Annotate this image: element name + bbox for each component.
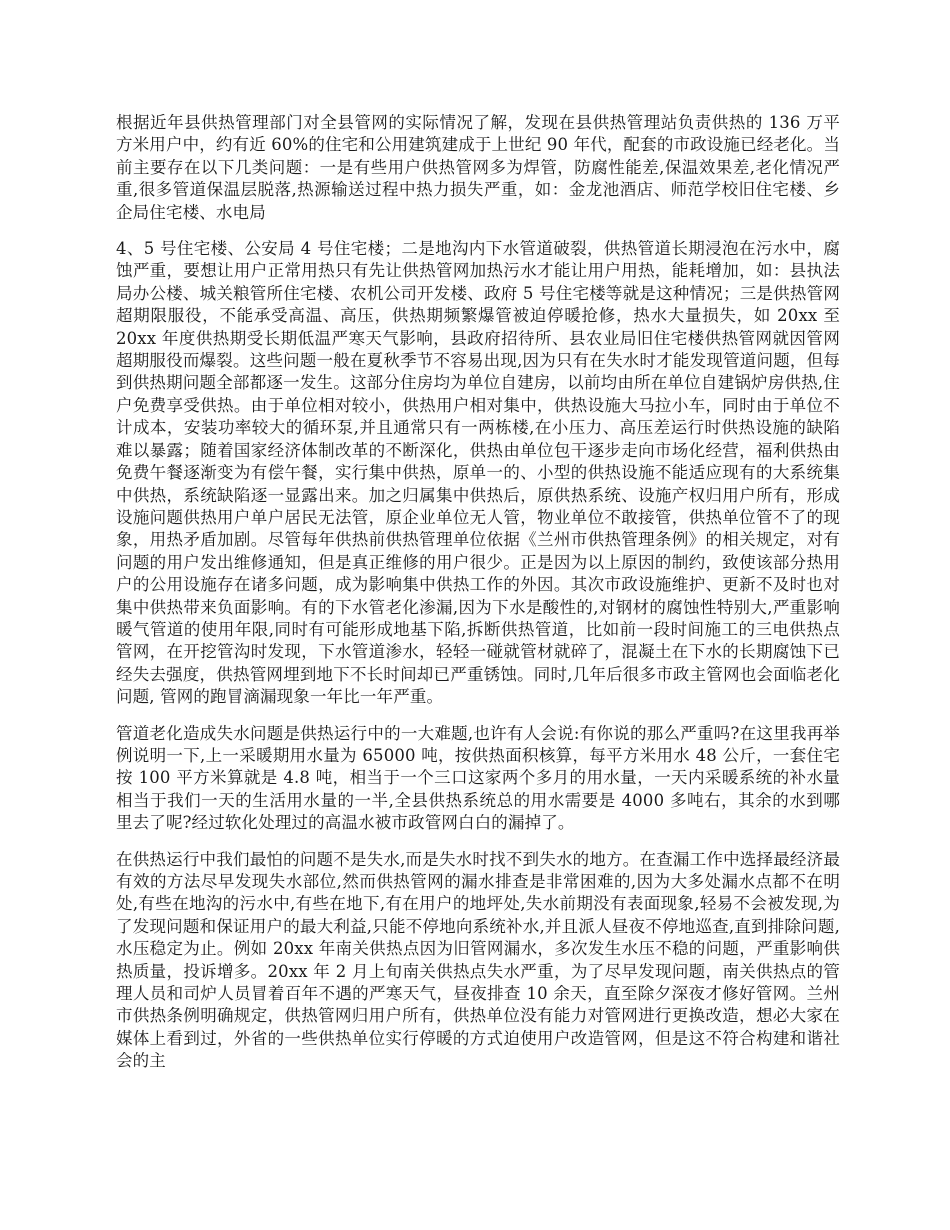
paragraph-3: 管道老化造成失水问题是供热运行中的一大难题,也许有人会说:有你说的那么严重吗?在这里我再举例说明一下,上一采暖期用水量为 65000 吨，按供热面积核算，每平方米用水 48 公斤，一套住宅按 100 平方米算就是 4.8 吨，相当于一个三口这家两个多月的用水量，一天内采暖系统的补水量相当于我们一天的生活用水量的一半,全县供热系统总的用水需要是 4000 多吨右，其余的水到哪里去了呢?经过软化处理过的高温水被市政管网白白的漏掉了。: [116, 723, 840, 833]
paragraph-2: 4、5 号住宅楼、公安局 4 号住宅楼；二是地沟内下水管道破裂，供热管道长期浸泡在污水中，腐蚀严重，要想让用户正常用热只有先让供热管网加热污水才能让用户用热，能耗增加，如：县执法局办公楼、城关粮管所住宅楼、农机公司开发楼、政府 5 号住宅楼等就是这种情况；三是供热管网超期限服役，不能承受高温、高压，供热期频繁爆管被迫停暖抢修，热水大量损失，如 20xx 至 20xx 年度供热期受长期低温严寒天气影响，县政府招待所、县农业局旧住宅楼供热管网就因管网超期服役而爆裂。这些问题一般在夏秋季节不容易出现,因为只有在失水时才能发现管道问题，但每到供热期问题全部都逐一发生。这部分住房均为单位自建房，以前均由所在单位自建锅炉房供热,住户免费享受供热。由于单位相对较小，供热用户相对集中，供热设施大马拉小车，同时由于单位不计成本，安装功率较大的循环泵,并且通常只有一两栋楼,在小压力、高压差运行时供热设施的缺陷难以暴露；随着国家经济体制改革的不断深化，供热由单位包干逐步走向市场化经营，福利供热由免费午餐逐渐变为有偿午餐，实行集中供热，原单一的、小型的供热设施不能适应现有的大系统集中供热，系统缺陷逐一显露出来。加之归属集中供热后，原供热系统、设施产权归用户所有，形成设施问题供热用户单户居民无法管，原企业单位无人管，物业单位不敢接管，供热单位管不了的现象，用热矛盾加剧。尽管每年供热前供热管理单位依据《兰州市供热管理条例》的相关规定，对有问题的用户发出维修通知，但是真正维修的用户很少。正是因为以上原因的制约，致使该部分热用户的公用设施存在诸多问题，成为影响集中供热工作的外因。其次市政设施维护、更新不及时也对集中供热带来负面影响。有的下水管老化渗漏,因为下水是酸性的,对钢材的腐蚀性特别大,严重影响暖气管道的使用年限,同时有可能形成地基下陷,拆断供热管道，比如前一段时间施工的三电供热点管网，在开挖管沟时发现，下水管道渗水，轻轻一碰就管材就碎了，混凝土在下水的长期腐蚀下已经失去强度，供热管网埋到地下不长时间却已严重锈蚀。同时,几年后很多市政主管网也会面临老化问题, 管网的跑冒滴漏现象一年比一年严重。: [116, 239, 840, 707]
document-body: [116, 112, 840, 1087]
paragraph-1: 根据近年县供热管理部门对全县管网的实际情况了解，发现在县供热管理站负责供热的 136 万平方米用户中，约有近 60%的住宅和公用建筑建成于上世纪 90 年代，配套的市政设施已经老化。当前主要存在以下几类问题：一是有些用户供热管网多为焊管，防腐性能差,保温效果差,老化情况严重,很多管道保温层脱落,热源输送过程中热力损失严重，如：金龙池酒店、师范学校旧住宅楼、乡企局住宅楼、水电局: [116, 113, 840, 222]
paragraph-4: 在供热运行中我们最怕的问题不是失水,而是失水时找不到失水的地方。在查漏工作中选择最经济最有效的方法尽早发现失水部位,然而供热管网的漏水排查是非常困难的,因为大多处漏水点都不在明处,有些在地沟的污水中,有些在地下,有在用户的地坪处,失水前期没有表面现象,轻易不会被发现,为了发现问题和保证用户的最大利益,只能不停地向系统补水,并且派人昼夜不停地巡查,直到排除问题,水压稳定为止。例如 20xx 年南关供热点因为旧管网漏水，多次发生水压不稳的问题，严重影响供热质量，投诉增多。20xx 年 2 月上旬南关供热点失水严重，为了尽早发现问题，南关供热点的管理人员和司炉人员冒着百年不遇的严寒天气，昼夜排查 10 余天，直至除夕深夜才修好管网。兰州市供热条例明确规定，供热管网归用户所有，供热单位没有能力对管网进行更换改造，想必大家在媒体上看到过，外省的一些供热单位实行停暖的方式迫使用户改造管网，但是这不符合构建和谐社会的主: [116, 849, 840, 1071]
